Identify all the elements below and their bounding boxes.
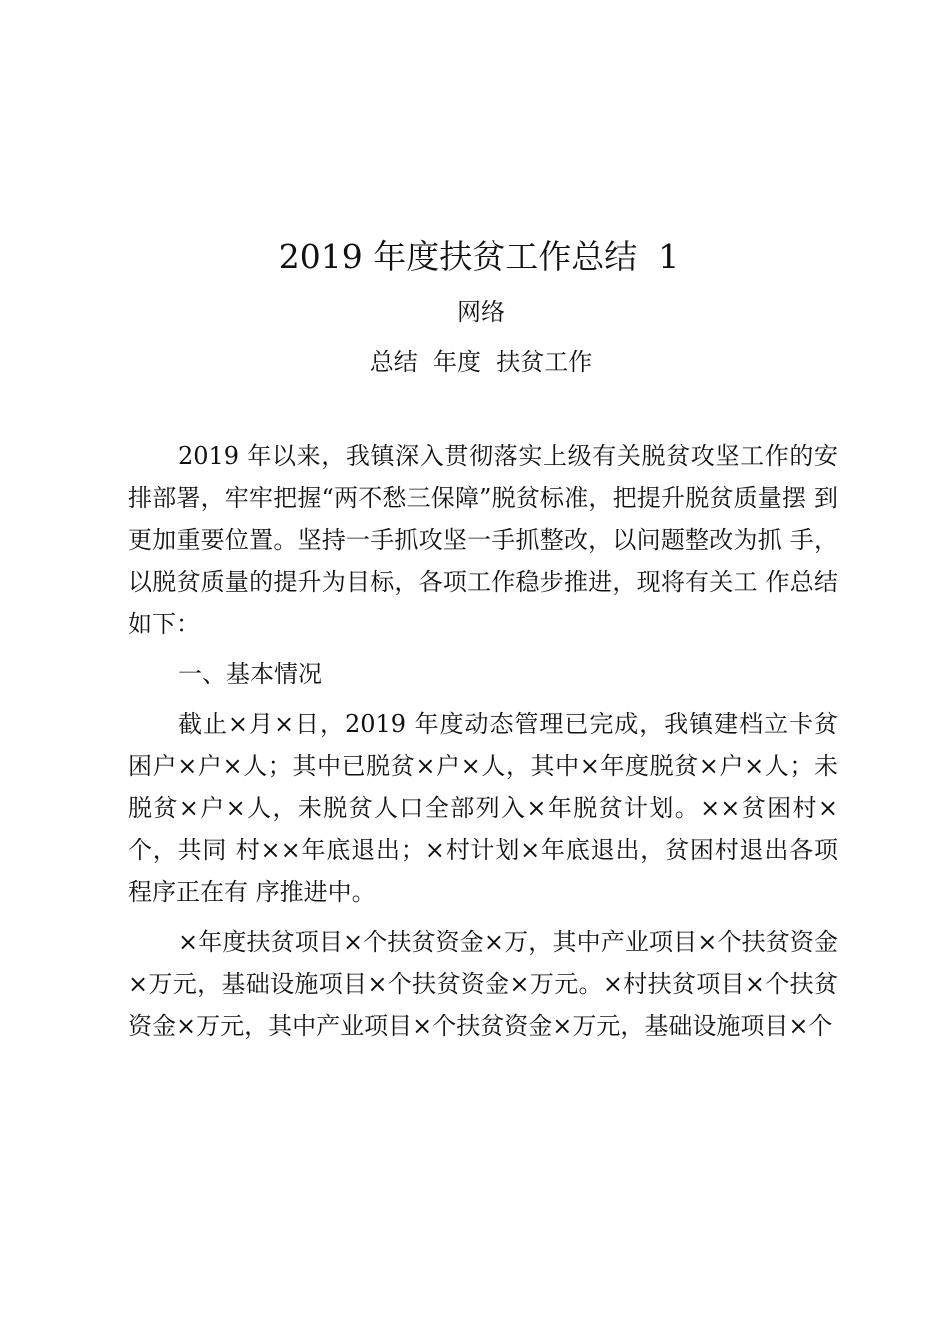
document-keywords: 总结 年度 扶贫工作: [369, 348, 593, 376]
paragraph-projects: ×年度扶贫项目×个扶贫资金×万，其中产业项目×个扶贫资金×万元，基础设施项目×个扶贫资金×万元。×村扶贫项目×个扶贫 资金×万元，其中产业项目×个扶贫资金×万元，基础设施项目×个: [128, 928, 838, 1040]
document-body: [128, 435, 838, 1047]
section-heading-basic-situation: 一、基本情况: [178, 660, 322, 688]
document-author: 网络: [457, 298, 505, 326]
paragraph-intro: 2019 年以来，我镇深入贯彻落实上级有关脱贫攻坚工作的安排部署，牢牢把握“两不愁三保障”脱贫标准，把提升脱贫质量摆 到更加重要位置。坚持一手抓攻坚一手抓整改，以问题整改为抓 手，以脱贫质量的提升为目标，各项工作稳步推进，现将有关工 作总结如下：: [128, 442, 838, 638]
document-title: 2019 年度扶贫工作总结 1: [278, 237, 680, 276]
paragraph-statistics: 截止×月×日，2019 年度动态管理已完成，我镇建档立卡贫困户×户×人；其中已脱贫×户×人，其中×年度脱贫×户×人；未脱贫×户×人，未脱贫人口全部列入×年脱贫计划。××贫困村×个，共同 村××年底退出；×村计划×年底退出，贫困村退出各项程序正在有 序推进中。: [128, 710, 838, 906]
